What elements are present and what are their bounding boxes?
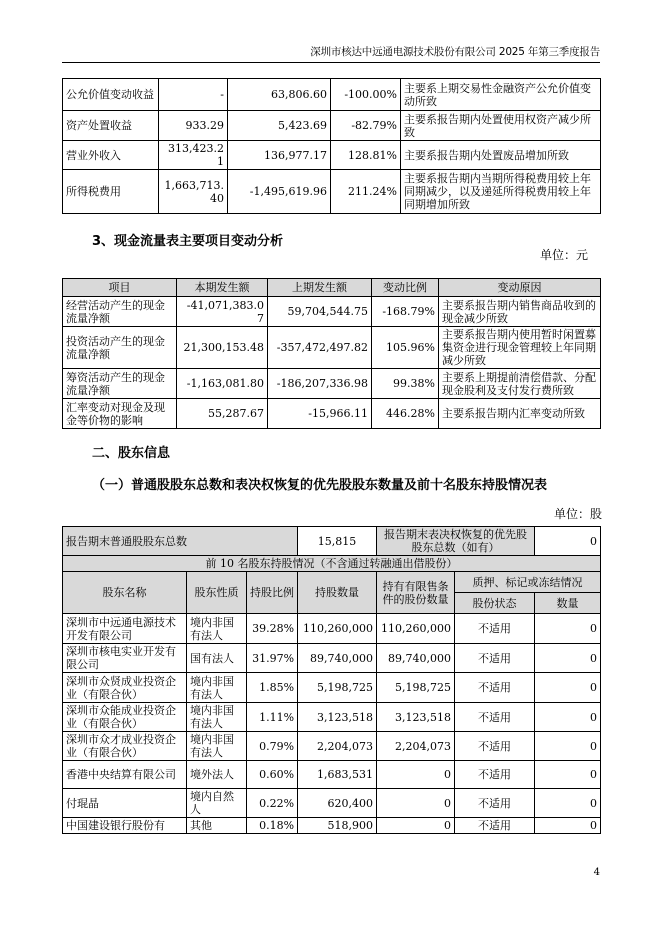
pledge-quantity: 0 <box>535 789 601 818</box>
shareholder-name: 付琨晶 <box>63 789 187 818</box>
shareholder-nature: 境内非国有法人 <box>187 703 247 732</box>
shareholder-name: 深圳市众才成业投资企业（有限合伙） <box>63 732 187 761</box>
col-header: 变动原因 <box>439 279 601 297</box>
col-header-restricted: 持有有限售条件的股份数量 <box>377 572 455 614</box>
change-ratio: -168.79% <box>372 297 439 327</box>
col-header-quantity: 数量 <box>535 593 601 614</box>
current-value: -41,071,383.07 <box>177 297 268 327</box>
shareholder-name: 深圳市众能成业投资企业（有限合伙） <box>63 703 187 732</box>
item-name: 所得税费用 <box>63 170 159 214</box>
change-reason: 主要系上期交易性金融资产公允价值变动所致 <box>401 79 601 111</box>
table-row <box>63 111 601 141</box>
holding-ratio: 0.79% <box>247 732 298 761</box>
page-header: 深圳市核达中远通电源技术股份有限公司 2025 年第三季度报告 <box>310 46 600 58</box>
table-row <box>63 673 601 703</box>
table-row <box>63 399 601 429</box>
holding-shares: 110,260,000 <box>298 614 377 644</box>
item-name: 汇率变动对现金及现金等价物的影响 <box>63 399 177 429</box>
change-ratio: 105.96% <box>372 327 439 369</box>
shareholder-section-title: 二、股东信息 <box>92 446 171 461</box>
prior-value: -357,472,497.82 <box>268 327 372 369</box>
pledge-status: 不适用 <box>455 761 535 789</box>
col-header: 项目 <box>63 279 177 297</box>
current-value: -1,163,081.80 <box>177 369 268 399</box>
holding-ratio: 0.18% <box>247 818 298 834</box>
pledge-status: 不适用 <box>455 703 535 732</box>
current-value: 21,300,153.48 <box>177 327 268 369</box>
col-header-pledge: 质押、标记或冻结情况 <box>455 572 601 593</box>
prior-value: 5,423.69 <box>228 111 331 141</box>
change-reason: 主要系报告期内汇率变动所致 <box>439 399 601 429</box>
restricted-shares: 89,740,000 <box>377 644 455 673</box>
current-value: 313,423.21 <box>159 141 228 170</box>
pledge-quantity: 0 <box>535 703 601 732</box>
shareholder-subtitle: （一）普通股股东总数和表决权恢复的优先股股东数量及前十名股东持股情况表 <box>92 478 548 493</box>
shareholder-unit-label: 单位：股 <box>553 507 602 521</box>
change-reason: 主要系上期提前清偿借款、分配现金股利及支付发行费所致 <box>439 369 601 399</box>
holding-shares: 518,900 <box>298 818 377 834</box>
col-header-status: 股份状态 <box>455 593 535 614</box>
table-row <box>63 644 601 673</box>
shareholder-nature: 境内非国有法人 <box>187 673 247 703</box>
shareholder-nature: 境内非国有法人 <box>187 732 247 761</box>
shareholder-name: 香港中央结算有限公司 <box>63 761 187 789</box>
preferred-shareholders-value: 0 <box>535 527 601 556</box>
table-row <box>63 369 601 399</box>
header-rule <box>62 62 600 63</box>
restricted-shares: 3,123,518 <box>377 703 455 732</box>
current-value: - <box>159 79 228 111</box>
table-row <box>63 789 601 818</box>
change-ratio: -82.79% <box>331 111 401 141</box>
item-name: 筹资活动产生的现金流量净额 <box>63 369 177 399</box>
shareholder-name: 深圳市中远通电源技术开发有限公司 <box>63 614 187 644</box>
change-reason: 主要系报告期内处置使用权资产减少所致 <box>401 111 601 141</box>
holding-shares: 2,204,073 <box>298 732 377 761</box>
change-reason: 主要系报告期内当期所得税费用较上年同期减少，以及递延所得税费用较上年同期增加所致 <box>401 170 601 214</box>
total-shareholders-label: 报告期末普通股股东总数 <box>63 527 298 556</box>
restricted-shares: 2,204,073 <box>377 732 455 761</box>
col-header: 上期发生额 <box>268 279 372 297</box>
prior-value: 59,704,544.75 <box>268 297 372 327</box>
col-header-shares: 持股数量 <box>298 572 377 614</box>
shareholder-nature: 国有法人 <box>187 644 247 673</box>
shareholder-name: 深圳市核电实业开发有限公司 <box>63 644 187 673</box>
holding-ratio: 39.28% <box>247 614 298 644</box>
table-row <box>63 703 601 732</box>
prior-value: -186,207,336.98 <box>268 369 372 399</box>
shareholder-name: 深圳市众贤成业投资企业（有限合伙） <box>63 673 187 703</box>
col-header-nature: 股东性质 <box>187 572 247 614</box>
cashflow-unit-label: 单位：元 <box>539 248 588 262</box>
table-row <box>63 614 601 644</box>
prior-value: -15,966.11 <box>268 399 372 429</box>
prior-value: -1,495,619.96 <box>228 170 331 214</box>
top10-caption: 前 10 名股东持股情况（不含通过转融通出借股份） <box>63 556 601 572</box>
cashflow-table <box>62 278 601 429</box>
item-name: 经营活动产生的现金流量净额 <box>63 297 177 327</box>
table-row <box>63 297 601 327</box>
preferred-shareholders-label: 报告期末表决权恢复的优先股股东总数（如有） <box>377 527 535 556</box>
item-name: 投资活动产生的现金流量净额 <box>63 327 177 369</box>
holding-ratio: 1.11% <box>247 703 298 732</box>
change-reason: 主要系报告期内销售商品收到的现金减少所致 <box>439 297 601 327</box>
restricted-shares: 0 <box>377 818 455 834</box>
change-ratio: -100.00% <box>331 79 401 111</box>
table-row <box>63 761 601 789</box>
pledge-status: 不适用 <box>455 673 535 703</box>
table-row <box>63 141 601 170</box>
restricted-shares: 5,198,725 <box>377 673 455 703</box>
change-reason: 主要系报告期内处置废品增加所致 <box>401 141 601 170</box>
pledge-quantity: 0 <box>535 732 601 761</box>
total-shareholders-value: 15,815 <box>298 527 377 556</box>
table-row <box>63 79 601 111</box>
current-value: 55,287.67 <box>177 399 268 429</box>
holding-shares: 1,683,531 <box>298 761 377 789</box>
col-header: 本期发生额 <box>177 279 268 297</box>
pledge-quantity: 0 <box>535 673 601 703</box>
pledge-quantity: 0 <box>535 761 601 789</box>
change-ratio: 211.24% <box>331 170 401 214</box>
pledge-status: 不适用 <box>455 789 535 818</box>
shareholder-name: 中国建设银行股份有 <box>63 818 187 834</box>
holding-shares: 5,198,725 <box>298 673 377 703</box>
pledge-status: 不适用 <box>455 614 535 644</box>
pledge-status: 不适用 <box>455 818 535 834</box>
pledge-quantity: 0 <box>535 644 601 673</box>
holding-shares: 3,123,518 <box>298 703 377 732</box>
table-row <box>63 732 601 761</box>
current-value: 1,663,713.40 <box>159 170 228 214</box>
cashflow-section-title: 3、现金流量表主要项目变动分析 <box>92 234 284 249</box>
prior-value: 136,977.17 <box>228 141 331 170</box>
restricted-shares: 0 <box>377 789 455 818</box>
current-value: 933.29 <box>159 111 228 141</box>
col-header-ratio: 持股比例 <box>247 572 298 614</box>
shareholder-table <box>62 526 601 834</box>
holding-ratio: 1.85% <box>247 673 298 703</box>
change-ratio: 128.81% <box>331 141 401 170</box>
item-name: 资产处置收益 <box>63 111 159 141</box>
pledge-quantity: 0 <box>535 614 601 644</box>
pledge-quantity: 0 <box>535 818 601 834</box>
item-name: 公允价值变动收益 <box>63 79 159 111</box>
page-number: 4 <box>593 867 600 878</box>
shareholder-nature: 境内自然人 <box>187 789 247 818</box>
col-header: 变动比例 <box>372 279 439 297</box>
holding-ratio: 31.97% <box>247 644 298 673</box>
table-row <box>63 327 601 369</box>
shareholder-nature: 其他 <box>187 818 247 834</box>
table-row <box>63 170 601 214</box>
col-header-name: 股东名称 <box>63 572 187 614</box>
item-name: 营业外收入 <box>63 141 159 170</box>
change-ratio: 446.28% <box>372 399 439 429</box>
profit-change-table <box>62 78 601 214</box>
shareholder-nature: 境内非国有法人 <box>187 614 247 644</box>
table-row <box>63 818 601 834</box>
holding-shares: 620,400 <box>298 789 377 818</box>
holding-shares: 89,740,000 <box>298 644 377 673</box>
pledge-status: 不适用 <box>455 644 535 673</box>
prior-value: 63,806.60 <box>228 79 331 111</box>
holding-ratio: 0.22% <box>247 789 298 818</box>
holding-ratio: 0.60% <box>247 761 298 789</box>
restricted-shares: 110,260,000 <box>377 614 455 644</box>
restricted-shares: 0 <box>377 761 455 789</box>
pledge-status: 不适用 <box>455 732 535 761</box>
change-reason: 主要系报告期内使用暂时闲置募集资金进行现金管理较上年同期减少所致 <box>439 327 601 369</box>
change-ratio: 99.38% <box>372 369 439 399</box>
shareholder-nature: 境外法人 <box>187 761 247 789</box>
